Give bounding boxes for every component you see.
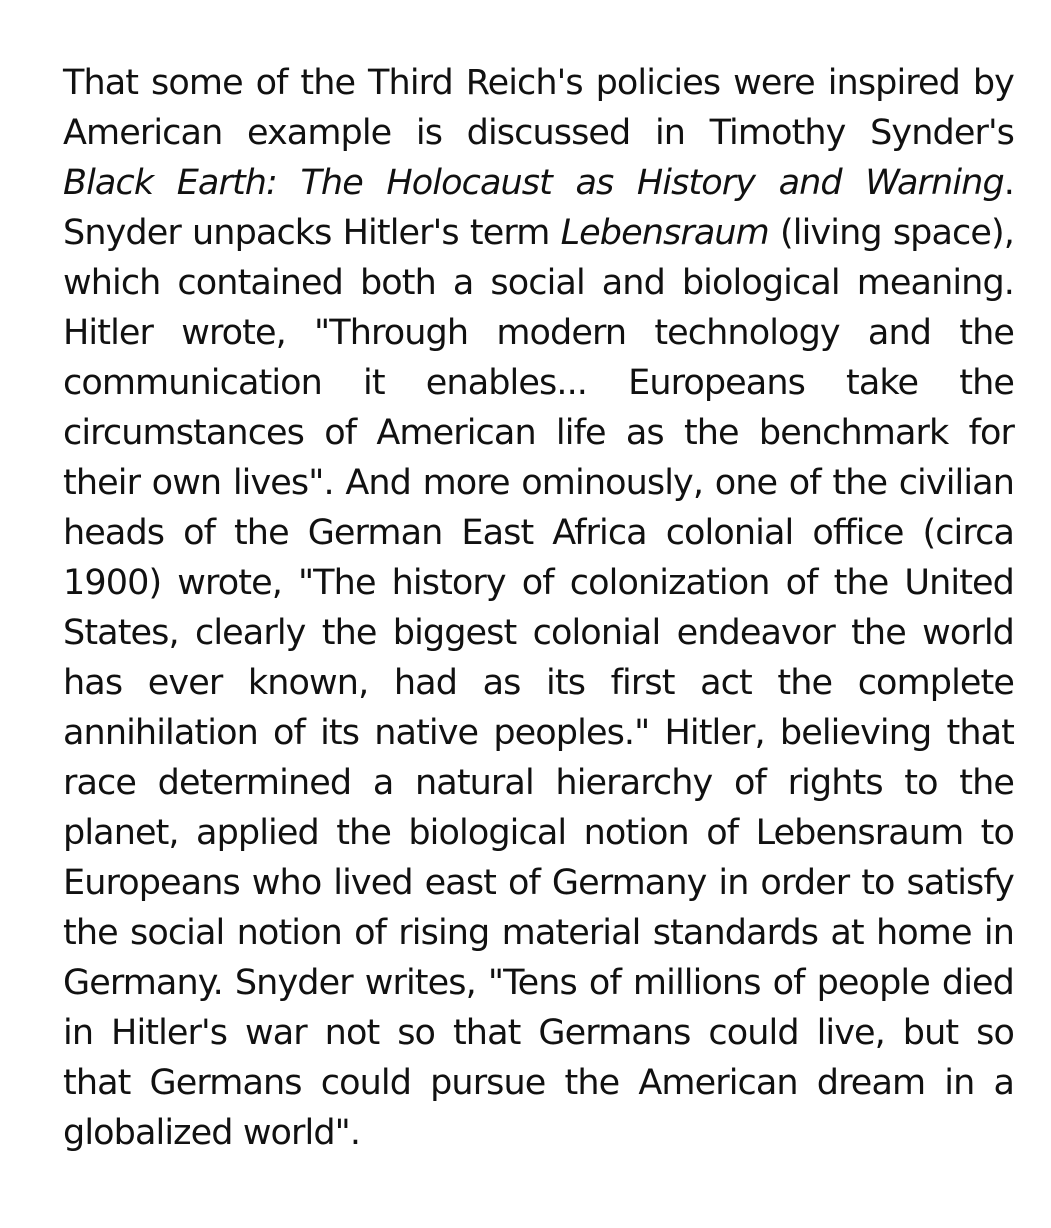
text-term-lead: . Snyder unpacks Hitler's term xyxy=(63,163,1014,253)
document-body xyxy=(63,58,1014,1158)
paragraph xyxy=(63,58,1014,1158)
term-lebensraum: Lebensraum xyxy=(560,213,769,253)
book-title: Black Earth: The Holocaust as History and Warning xyxy=(63,163,1004,203)
text-body: (living space), which contained both a social and biological meaning. Hitler wrote, "Through modern technology and the communication it enables... Europeans take the circumstances of American life as the benchmark for their own lives". And more ominously, one of the civilian heads of the German East Africa colonial office (circa 1900) wrote, "The history of colonization of the United States, clearly the biggest colonial endeavor the world has ever known, had as its first act the complete annihilation of its native peoples." Hitler, believing that race determined a natural hierarchy of rights to the planet, applied the biological notion of Lebensraum to Europeans who lived east of Germany in order to satisfy the social notion of rising material standards at home in Germany. Snyder writes, "Tens of millions of people died in Hitler's war not so that Germans could live, but so that Germans could pursue the American dream in a globalized world". xyxy=(63,213,1015,1153)
text-intro: That some of the Third Reich's policies were inspired by American example is discussed in Timothy Synder's xyxy=(63,63,1014,153)
